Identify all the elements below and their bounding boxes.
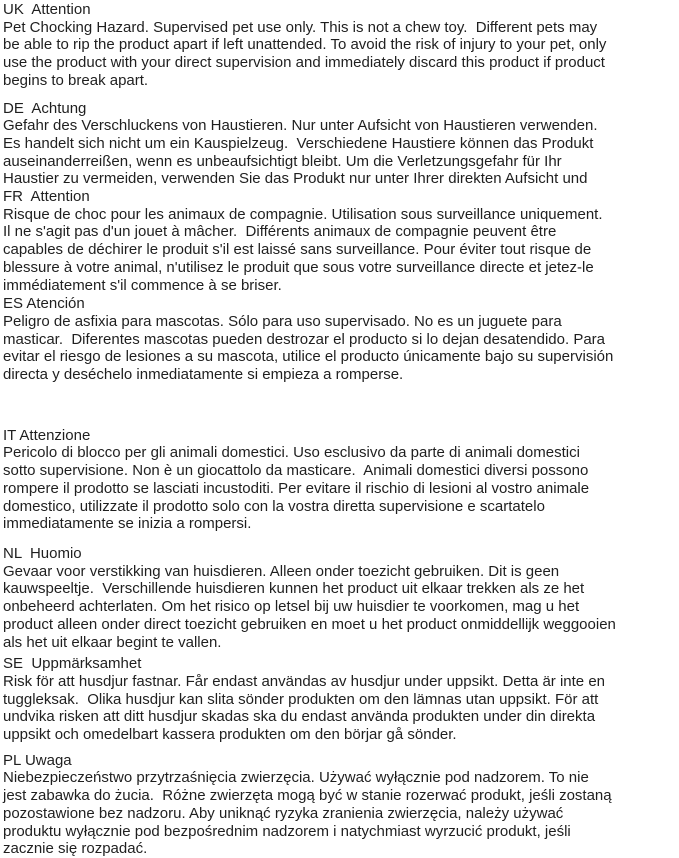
warning-section-se — [3, 655, 677, 744]
warning-line: product alleen onder direct toezicht gebruiken en moet u het product onmiddellijk weggooien — [3, 615, 616, 633]
warning-line: Niebezpieczeństwo przytrzaśnięcia zwierzęcia. Używać wyłącznie pod nadzorem. To nie — [3, 769, 589, 787]
warning-line: onbeheerd achterlaten. Om het risico op letsel bij uw huisdier te voorkomen, mag u het — [3, 598, 580, 616]
section-heading-se: SE Uppmärksamhet — [3, 655, 142, 673]
warning-line: als het uit elkaar begint te vallen. — [3, 633, 222, 651]
warning-line: masticar. Diferentes mascotas pueden destrozar el producto si lo dejan desatendido. Para — [3, 330, 606, 348]
warning-line: evitar el riesgo de lesiones a su mascota, utilice el producto únicamente bajo su supervisión — [3, 348, 614, 366]
section-heading-it: IT Attenzione — [3, 426, 91, 444]
warning-line: capables de déchirer le produit s'il est laissé sans surveillance. Pour éviter tout risque de — [3, 241, 592, 259]
warning-line: sotto supervisione. Non è un giocattolo da masticare. Animali domestici diversi possono — [3, 462, 589, 480]
warning-line: Risque de choc pour les animaux de compagnie. Utilisation sous surveillance uniquement. — [3, 205, 603, 223]
section-heading-uk: UK Attention — [3, 1, 91, 18]
warning-section-fr — [3, 188, 677, 294]
warning-line: kauwspeeltje. Verschillende huisdieren kunnen het product uit elkaar trekken als ze het — [3, 580, 585, 598]
section-heading-fr: FR Attention — [3, 188, 90, 206]
warning-line: auseinanderreißen, wenn es unbeaufsichtigt bleibt. Um die Verletzungsgefahr für Ihr — [3, 152, 562, 170]
warning-section-uk — [3, 1, 677, 90]
warning-line: Es handelt sich nicht um ein Kauspielzeug. Verschiedene Haustiere können das Produkt — [3, 134, 594, 152]
warning-line: Pet Chocking Hazard. Supervised pet use only. This is not a chew toy. Different pets may — [3, 18, 598, 36]
section-heading-pl: PL Uwaga — [3, 751, 72, 769]
warning-line: produktu wyłącznie pod bezpośrednim nadzorem i natychmiast wyrzucić produkt, jeśli — [3, 822, 571, 840]
warning-line: jest zabawka do żucia. Różne zwierzęta mogą być w stanie rozerwać produkt, jeśli zostaną — [3, 787, 612, 805]
section-heading-es: ES Atención — [3, 295, 85, 313]
warning-line: Il ne s'agit pas d'un jouet à mâcher. Différents animaux de compagnie peuvent être — [3, 223, 557, 241]
warning-section-pl — [3, 752, 677, 858]
section-heading-nl: NL Huomio — [3, 544, 82, 562]
warning-line: zacznie się rozpadać. — [3, 840, 148, 858]
warning-section-nl — [3, 545, 677, 651]
warning-line: begins to break apart. — [3, 71, 149, 89]
warning-section-es — [3, 295, 677, 384]
warning-line: rompere il prodotto se lasciati incustoditi. Per evitare il rischio di lesioni al vostro animale — [3, 479, 590, 497]
warning-line: domestico, utilizzate il prodotto solo con la vostra diretta supervisione e scartatelo — [3, 497, 545, 515]
warning-line: use the product with your direct supervision and immediately discard this product if product — [3, 54, 605, 72]
warning-section-de — [3, 100, 677, 189]
warning-line: Pericolo di blocco per gli animali domestici. Uso esclusivo da parte di animali domestici — [3, 444, 580, 462]
warning-line: Gevaar voor verstikking van huisdieren. Alleen onder toezicht gebruiken. Dit is geen — [3, 562, 560, 580]
section-heading-de: DE Achtung — [3, 99, 87, 117]
warning-line: blessure à votre animal, n'utilisez le produit que sous votre surveillance directe et jetez-le — [3, 258, 594, 276]
warning-line: immédiatement s'il commence à se briser. — [3, 276, 282, 294]
warning-line: Gefahr des Verschluckens von Haustieren. Nur unter Aufsicht von Haustieren verwenden. — [3, 117, 598, 135]
warning-line: be able to rip the product apart if left unattended. To avoid the risk of injury to your pet, only — [3, 36, 607, 54]
warning-line: Risk för att husdjur fastnar. Får endast användas av husdjur under uppsikt. Detta är inte en — [3, 672, 605, 690]
warning-line: undvika risken att ditt husdjur skadas ska du endast använda produkten under din direkta — [3, 708, 596, 726]
warning-line: pozostawione bez nadzoru. Aby uniknąć ryzyka zranienia zwierzęcia, należy używać — [3, 804, 564, 822]
warning-line: Peligro de asfixia para mascotas. Sólo para uso supervisado. No es un juguete para — [3, 312, 562, 330]
warning-line: uppsikt och omedelbart kassera produkten om den börjar gå sönder. — [3, 726, 457, 744]
warning-line: directa y deséchelo inmediatamente si empieza a romperse. — [3, 366, 404, 384]
warning-section-it — [3, 427, 677, 533]
warning-line: Haustier zu vermeiden, verwenden Sie das Produkt nur unter Ihrer direkten Aufsicht und — [3, 170, 588, 188]
warning-line: tuggleksak. Olika husdjur kan slita sönder produkten om den lämnas utan uppsikt. För att — [3, 690, 599, 708]
warning-line: immediatamente se inizia a rompersi. — [3, 515, 252, 533]
